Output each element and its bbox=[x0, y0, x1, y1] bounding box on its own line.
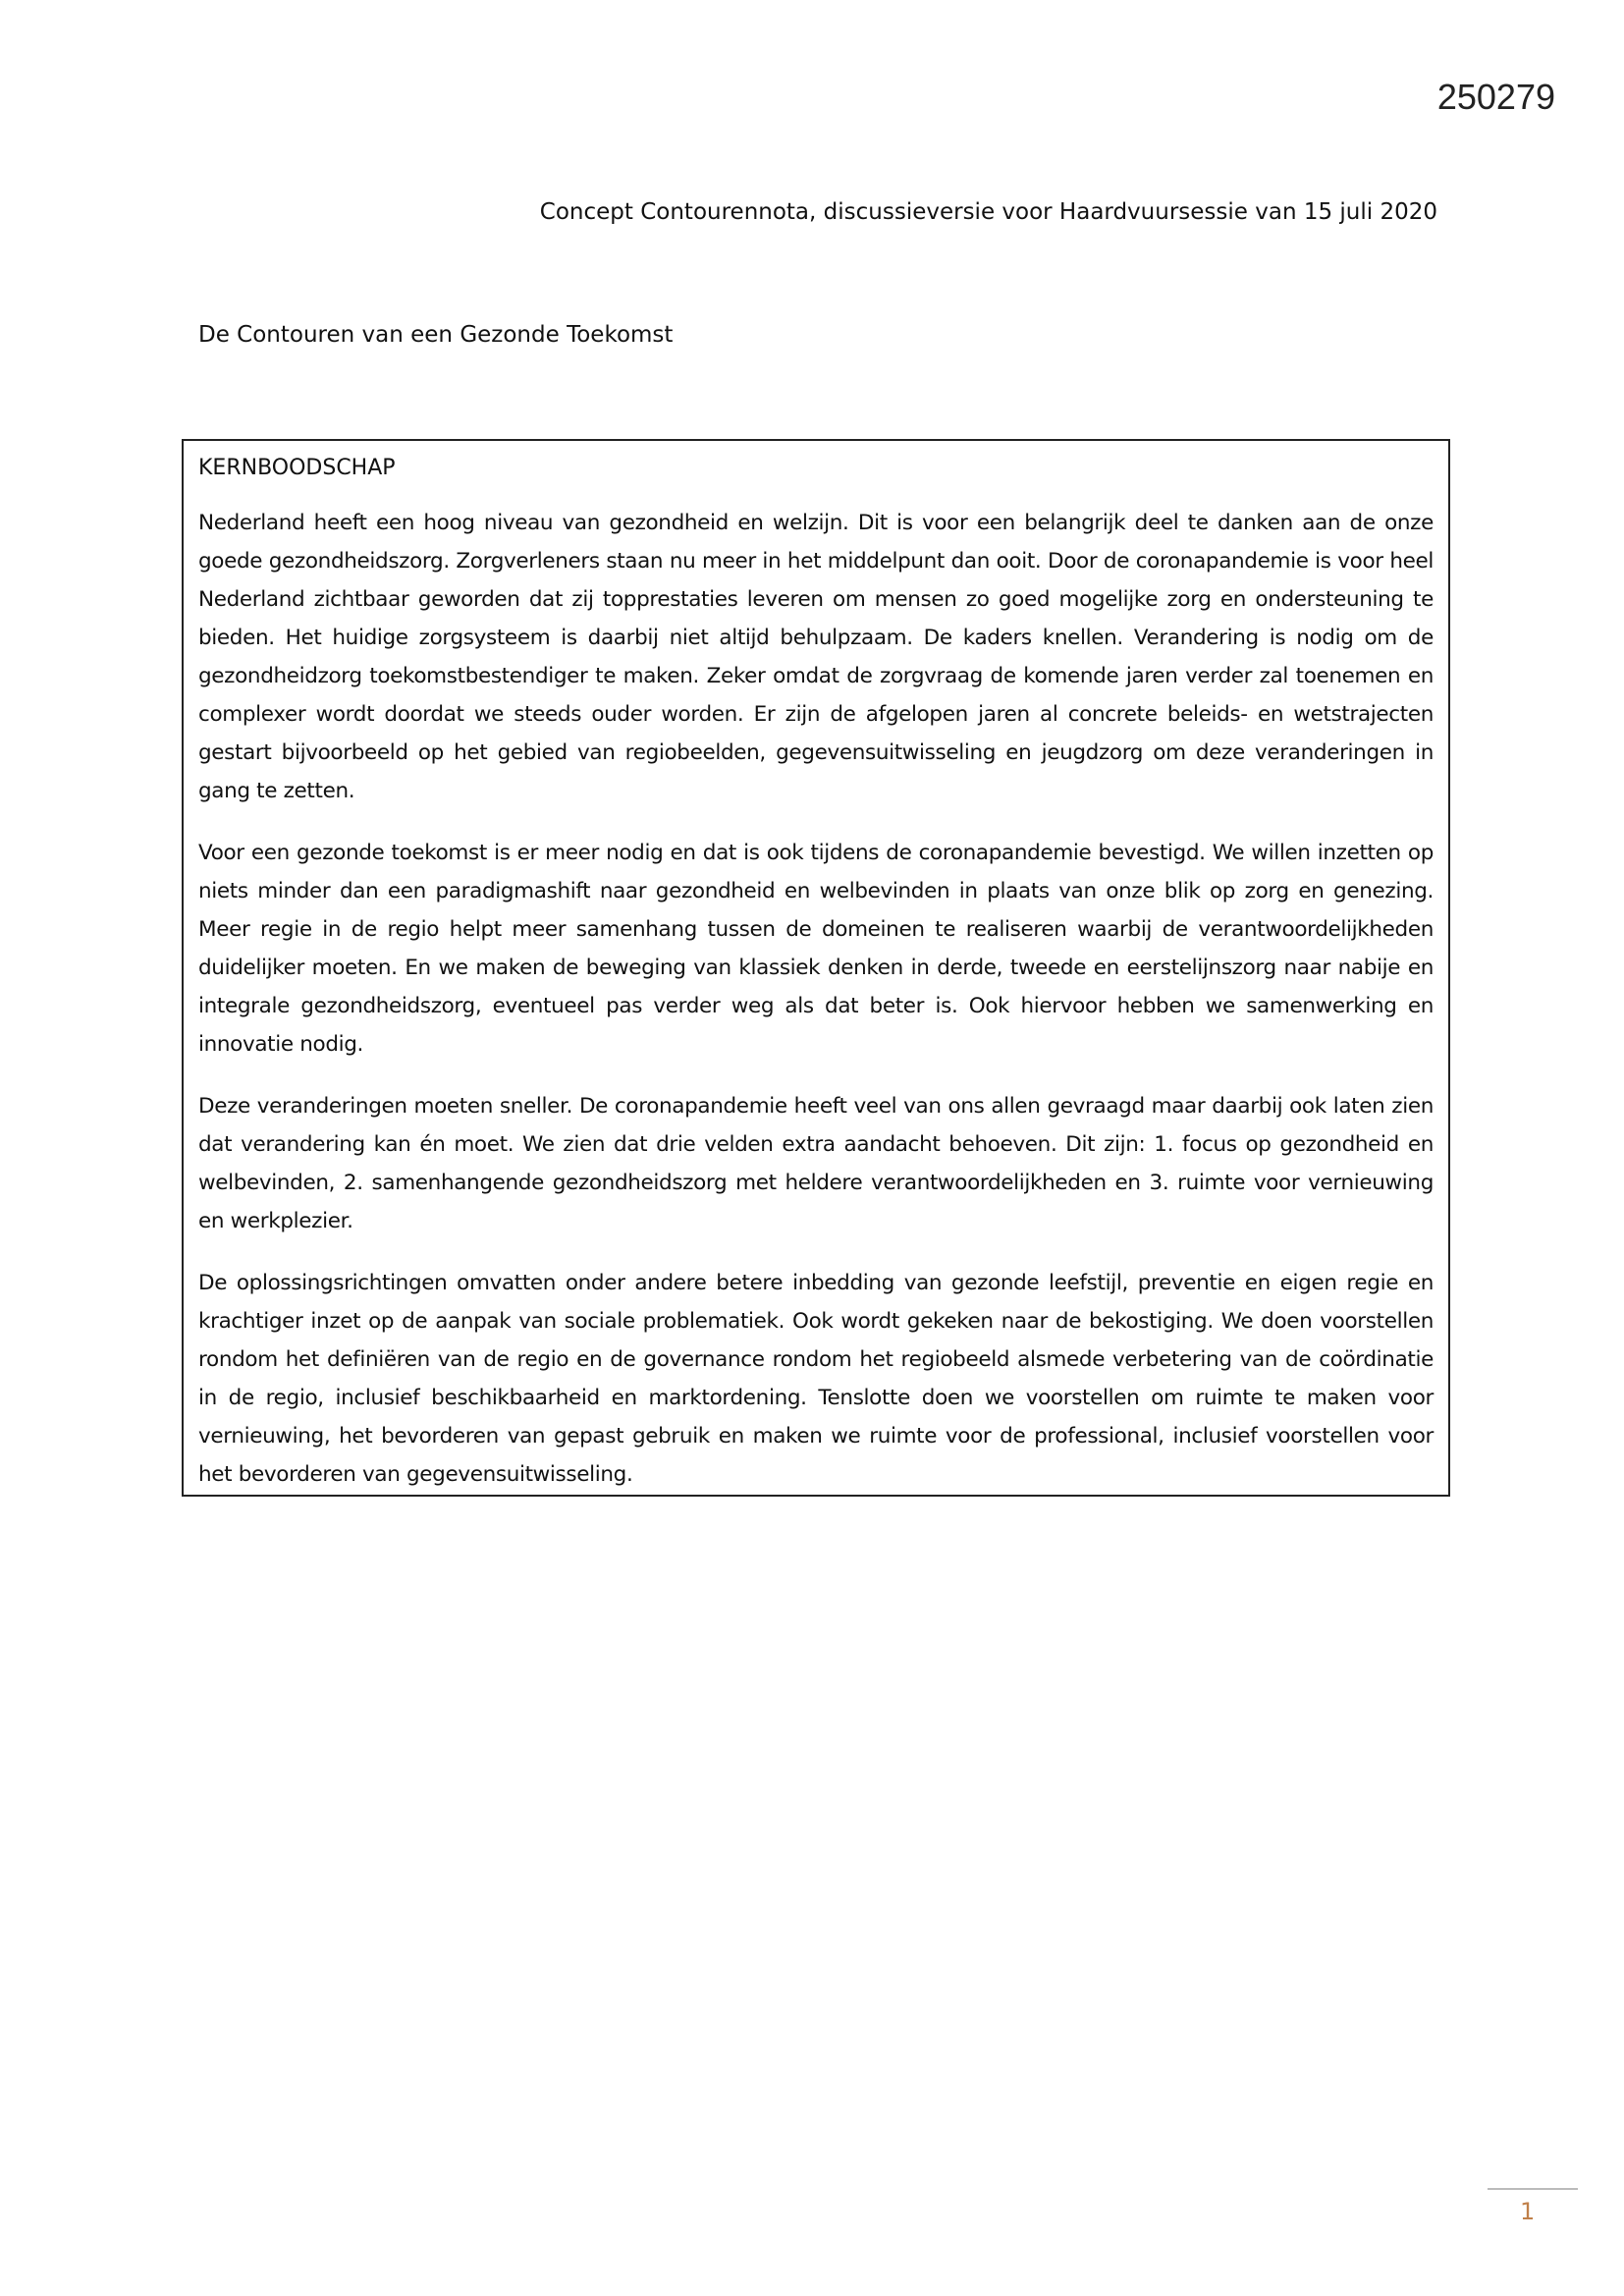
kernboodschap-paragraph-2: Voor een gezonde toekomst is er meer nodig en dat is ook tijdens de coronapandemie bevestigd. We willen inzetten op niets minder dan een paradigmashift naar gezondheid en welbevinden in plaats van onze blik op zorg en genezing. Meer regie in de regio helpt meer samenhang tussen de domeinen te realiseren waarbij de verantwoordelijkheden duidelijker moeten. En we maken de beweging van klassiek denken in derde, tweede en eerstelijnszorg naar nabije en integrale gezondheidszorg, eventueel pas verder weg als dat beter is. Ook hiervoor hebben we samenwerking en innovatie nodig. bbox=[198, 841, 1434, 1057]
concept-header: Concept Contourennota, discussieversie voor Haardvuursessie van 15 juli 2020 bbox=[539, 199, 1437, 225]
kernboodschap-paragraph-3: Deze veranderingen moeten sneller. De coronapandemie heeft veel van ons allen gevraagd maar daarbij ook laten zien dat verandering kan én moet. We zien dat drie velden extra aandacht behoeven. Dit zijn: 1. focus op gezondheid en welbevinden, 2. samenhangende gezondheidszorg met heldere verantwoordelijkheden en 3. ruimte voor vernieuwing en werkplezier. bbox=[198, 1094, 1434, 1233]
footer-divider bbox=[1488, 2188, 1578, 2190]
kernboodschap-box bbox=[182, 439, 1450, 1497]
page-number: 1 bbox=[1520, 2198, 1536, 2225]
document-number: 250279 bbox=[1436, 77, 1555, 117]
kernboodschap-heading: KERNBOODSCHAP bbox=[198, 456, 396, 480]
kernboodschap-paragraph-1: Nederland heeft een hoog niveau van gezondheid en welzijn. Dit is voor een belangrijk deel te danken aan de onze goede gezondheidszorg. Zorgverleners staan nu meer in het middelpunt dan ooit. Door de coronapandemie is voor heel Nederland zichtbaar geworden dat zij topprestaties leveren om mensen zo goed mogelijke zorg en ondersteuning te bieden. Het huidige zorgsysteem is daarbij niet altijd behulpzaam. De kaders knellen. Verandering is nodig om de gezondheidzorg toekomstbestendiger te maken. Zeker omdat de zorgvraag de komende jaren verder zal toenemen en complexer wordt doordat we steeds ouder worden. Er zijn de afgelopen jaren al concrete beleids- en wetstrajecten gestart bijvoorbeeld op het gebied van regiobeelden, gegevensuitwisseling en jeugdzorg om deze veranderingen in gang te zetten. bbox=[198, 511, 1434, 803]
document-title: De Contouren van een Gezonde Toekomst bbox=[198, 322, 674, 348]
kernboodschap-paragraph-4: De oplossingsrichtingen omvatten onder andere betere inbedding van gezonde leefstijl, preventie en eigen regie en krachtiger inzet op de aanpak van sociale problematiek. Ook wordt gekeken naar de bekostiging. We doen voorstellen rondom het definiëren van de regio en de governance rondom het regiobeeld alsmede verbetering van de coördinatie in de regio, inclusief beschikbaarheid en marktordening. Tenslotte doen we voorstellen om ruimte te maken voor vernieuwing, het bevorderen van gepast gebruik en maken we ruimte voor de professional, inclusief voorstellen voor het bevorderen van gegevensuitwisseling. bbox=[198, 1271, 1434, 1487]
